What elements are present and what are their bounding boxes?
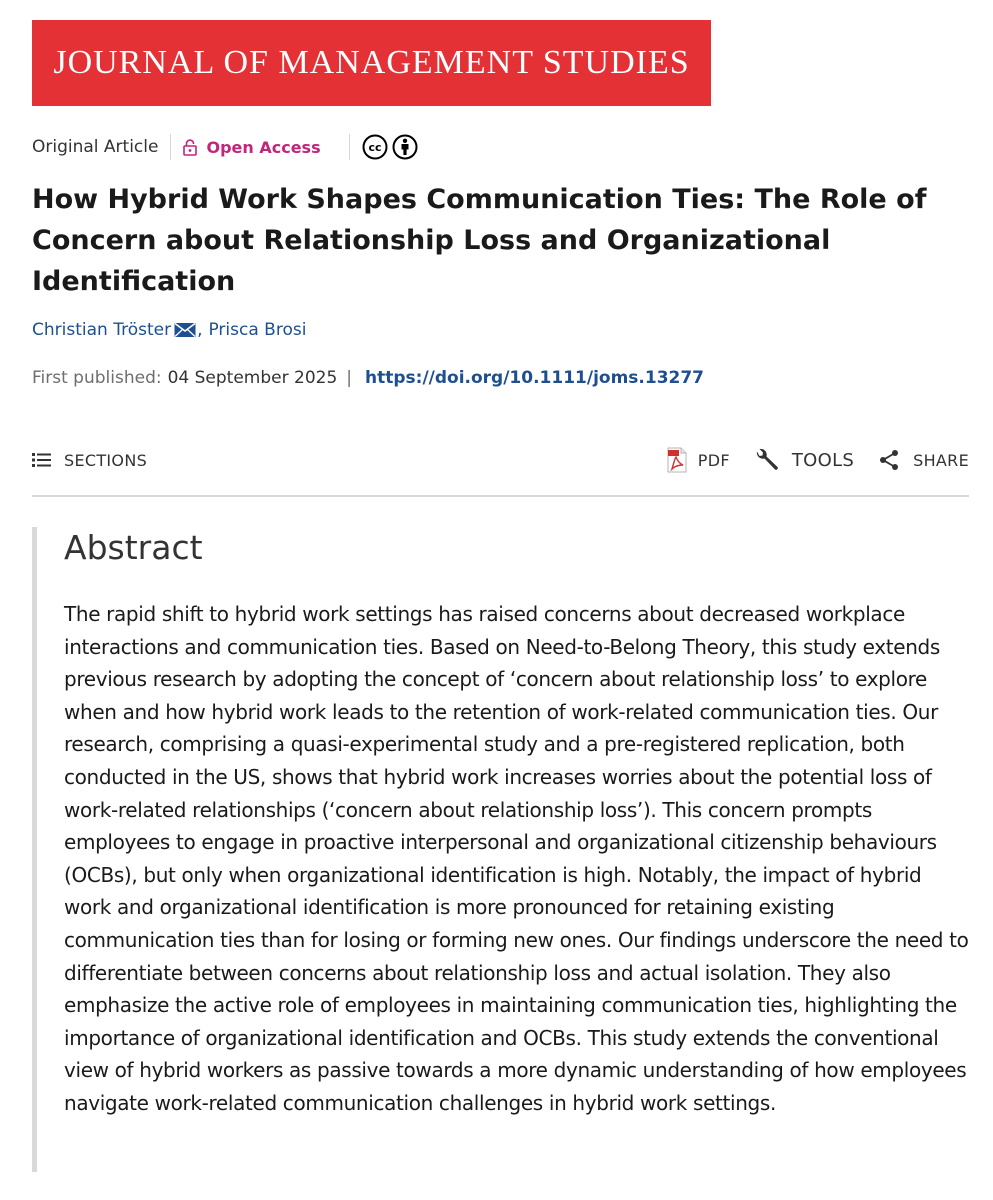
tools-button[interactable] [754, 447, 854, 473]
svg-text:cc: cc [368, 141, 382, 155]
article-type: Original Article [32, 137, 159, 157]
divider [170, 134, 171, 160]
abstract-text: The rapid shift to hybrid work settings has raised concerns about decreased workplace interactions and communication ties. Based on Need-to-Belong Theory, this study extends previous research by adopting the concept of ‘concern about relationship loss’ to explore when and how hybrid work leads to the retention of work-related communication ties. Our research, comprising a quasi-experimental study and a pre-registered replication, both conducted in the US, shows that hybrid work increases worries about the potential loss of work-related relationships (‘concern about relationship loss’). This concern prompts employees to engage in proactive interpersonal and organizational citizenship behaviours (OCBs), but only when organizational identification is high. Notably, the impact of hybrid work and organizational identification is more pronounced for retaining existing communication ties than for losing or forming new ones. Our findings underscore the need to differentiate between concerns about relationship loss and actual isolation. They also emphasize the active role of employees in maintaining communication ties, highlighting the importance of organizational identification and OCBs. This study extends the conventional view of hybrid workers as passive towards a more dynamic understanding of how employees navigate work-related communication challenges in hybrid work settings. [64, 602, 969, 1115]
creative-commons-icon [362, 134, 388, 160]
author-link[interactable]: Christian Tröster [32, 320, 172, 340]
article-meta-row [32, 132, 969, 162]
publication-info [32, 365, 969, 391]
sections-label: SECTIONS [64, 450, 148, 470]
tools-label: TOOLS [791, 449, 855, 471]
first-published-label: First published: [32, 368, 162, 388]
separator: | [346, 368, 352, 388]
lock-icon [183, 139, 197, 156]
article-page [32, 20, 969, 1172]
abstract-heading: Abstract [64, 528, 203, 567]
share-icon [878, 449, 900, 471]
article-title: How Hybrid Work Shapes Communication Ties: The Role of Concern about Relationship Loss and Organizational Identification [32, 184, 927, 297]
email-icon[interactable] [174, 322, 196, 338]
list-icon [32, 452, 51, 468]
author-link[interactable]: Prisca Brosi [208, 320, 307, 340]
share-label: SHARE [913, 450, 969, 470]
doi-link[interactable]: https://doi.org/10.1111/joms.13277 [365, 368, 705, 388]
author-list [32, 317, 969, 343]
license-icons[interactable] [362, 134, 418, 160]
pdf-label: PDF [697, 450, 730, 470]
author-separator: , [197, 320, 203, 340]
abstract-section [32, 527, 969, 1172]
pdf-button[interactable] [666, 447, 730, 473]
journal-banner[interactable] [32, 20, 711, 106]
first-published-date: 04 September 2025 [167, 368, 338, 388]
attribution-icon [392, 134, 418, 160]
article-toolbar [32, 441, 969, 497]
open-access-label: Open Access [206, 137, 321, 157]
share-button[interactable] [878, 449, 969, 471]
wrench-icon [754, 447, 780, 473]
journal-name: JOURNAL OF MANAGEMENT STUDIES [53, 44, 690, 81]
pdf-icon [666, 447, 688, 473]
open-access-badge[interactable] [183, 138, 320, 157]
divider [349, 134, 350, 160]
sections-button[interactable] [32, 451, 147, 470]
